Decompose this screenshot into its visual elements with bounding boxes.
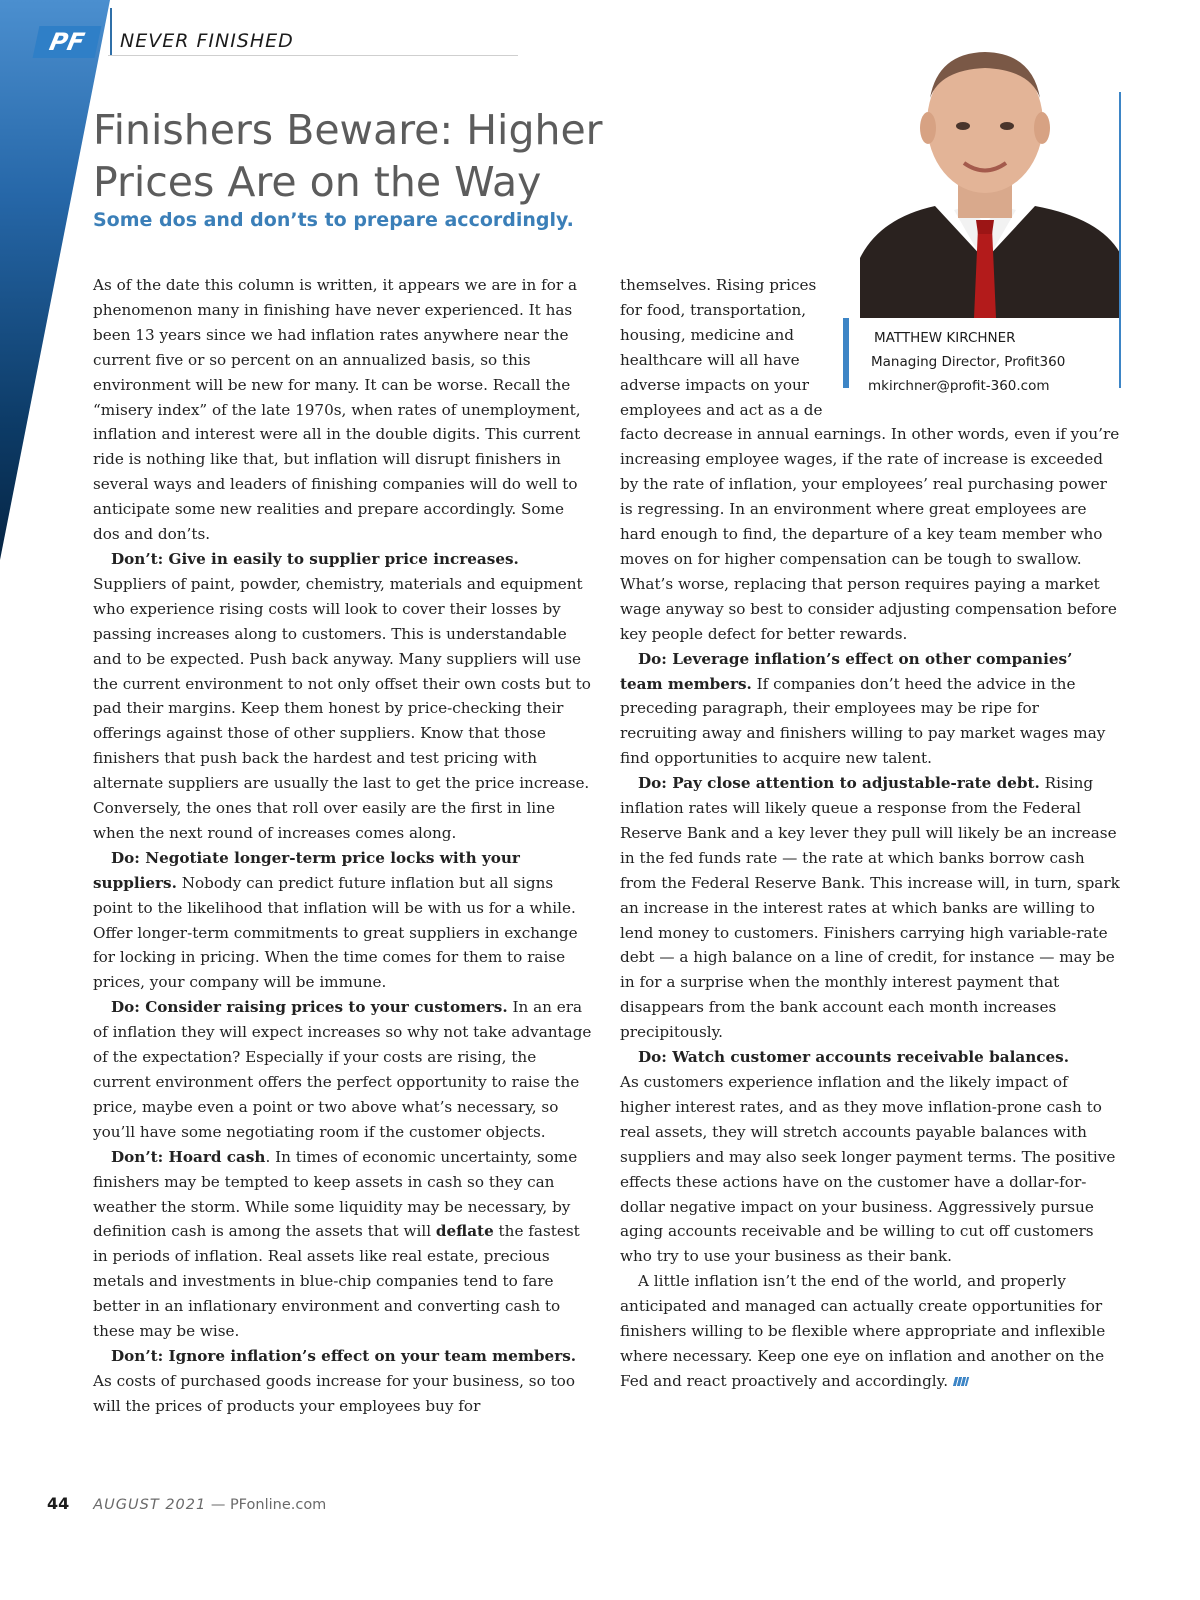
subhead-leverage-inflation: Do: Leverage inflation’s effect on other companies’ team members. — [620, 649, 1073, 693]
subhead-hoard-cash: Don’t: Hoard cash — [111, 1147, 266, 1166]
paragraph-price-locks — [93, 846, 593, 995]
article-subtitle: Some dos and don’ts to prepare accordingly. — [93, 209, 574, 231]
pf-logo-badge: PF — [33, 26, 102, 58]
paragraph-hoard-cash — [93, 1145, 593, 1344]
body-column-left — [93, 273, 593, 1419]
subhead-price-locks: Do: Negotiate longer-term price locks with your suppliers. — [93, 848, 520, 892]
subhead-supplier-prices — [93, 547, 593, 572]
subhead-receivables — [620, 1045, 1120, 1070]
paragraph-supplier-prices: Suppliers of paint, powder, chemistry, materials and equipment who experience rising costs will look to cover their losses by passing increases along to customers. This is understandable and to be expected. Push back anyway. Many suppliers will use the current environment to not only offset their own costs but to pad their margins. Keep them honest by price-checking their offerings against those of other suppliers. Know that those finishers that push back the hardest and test pricing with alternate suppliers are usually the last to get the price increase. Conversely, the ones that roll over easily are the first in line when the next round of increases comes along. — [93, 574, 591, 842]
body-column-right — [620, 273, 1120, 1394]
paragraph-intro: As of the date this column is written, it appears we are in for a phenomenon many in finishing have never experienced. It has been 13 years since we had inflation rates anywhere near the current five or so percent on an annualized basis, so this environment will be new for many. It can be worse. Recall the “misery index” of the late 1970s, when rates of unemployment, inflation and interest were all in the double digits. This current ride is nothing like that, but inflation will disrupt finishers in several ways and leaders of finishing companies will do well to anticipate some new realities and prepare accordingly. Some dos and don’ts. — [93, 276, 581, 544]
author-email[interactable]: mkirchner@profit-360.com — [868, 378, 1050, 394]
subhead-team-members — [93, 1344, 593, 1369]
subhead-raise-prices: Do: Consider raising prices to your customers. — [111, 998, 508, 1017]
page-footer — [47, 1494, 326, 1513]
subhead-adjustable-debt: Do: Pay close attention to adjustable-rate debt. — [638, 774, 1040, 793]
issue-date: AUGUST 2021 — [93, 1497, 207, 1513]
paragraph-text: If companies don’t heed the advice in the preceding paragraph, their employees may be ripe for recruiting away and finishers willing to pay market wages may find opportunities to acquire new talent. — [620, 674, 1106, 768]
paragraph-team-continued: facto decrease in annual earnings. In other words, even if you’re increasing employee wages, if the rate of increase is exceeded by the rate of inflation, your employees’ real purchasing power is regressing. In an environment where great employees are hard enough to find, the departure of a key team member who moves on for higher compensation can be tough to swallow. What’s worse, replacing that person requires paying a market wage anyway so best to consider adjusting compensation before key people defect for better rewards. — [620, 425, 1120, 643]
paragraph-leverage-inflation — [620, 647, 1120, 772]
paragraph-team-members: As costs of purchased goods increase for your business, so too will the prices of products your employees buy for — [93, 1371, 575, 1415]
section-label: NEVER FINISHED — [120, 30, 294, 52]
author-name: MATTHEW KIRCHNER — [874, 330, 1016, 346]
paragraph-conclusion — [620, 1269, 1120, 1394]
paragraph-raise-prices — [93, 995, 593, 1144]
paragraph-text: the fastest in periods of inflation. Real assets like real estate, precious metals and investments in blue-chip companies tend to fare better in an inflationary environment and converting cash to these may be wise. — [93, 1222, 580, 1341]
author-role: Managing Director, Profit360 — [871, 354, 1066, 370]
emphasis-deflate: deflate — [435, 1222, 494, 1241]
header-rule — [108, 55, 518, 56]
subhead-text: Don’t: Ignore inflation’s effect on your team members. — [111, 1346, 577, 1365]
subhead-text: Do: Watch customer accounts receivable balances. — [638, 1048, 1069, 1067]
page-number: 44 — [47, 1494, 70, 1513]
paragraph-text: Nobody can predict future inflation but all signs point to the likelihood that inflation will be with us for a while. Offer longer-term commitments to great suppliers in exchange for locking in pricing. When the time comes for them to raise prices, your company will be immune. — [93, 873, 578, 992]
paragraph-receivables: As customers experience inflation and the likely impact of higher interest rates, and as they move inflation-prone cash to real assets, they will stretch accounts payable balances with suppliers and may also seek longer payment terms. The positive effects these actions have on the customer have a dollar-for-dollar negative impact on your business. Aggressively pursue aging accounts receivable and be willing to cut off customers who try to use your business as their bank. — [620, 1073, 1116, 1266]
paragraph-adjustable-debt — [620, 771, 1120, 1045]
footer-separator: — — [206, 1497, 230, 1513]
section-divider — [110, 8, 112, 56]
end-of-article-icon — [953, 1377, 969, 1386]
paragraph-text: Rising inflation rates will likely queue a response from the Federal Reserve Bank and a key lever they pull will likely be an increase in the fed funds rate — the rate at which banks borrow cash from the Federal Reserve Bank. This increase will, in turn, spark an increase in the interest rates at which banks are willing to lend money to customers. Finishers carrying high variable-rate debt — a high balance on a line of credit, for instance — may be in for a surprise when the monthly interest payment that disappears from the bank account each month increases precipitously. — [620, 774, 1120, 1042]
article-title: Finishers Beware: Higher Prices Are on the Way — [93, 106, 603, 206]
paragraph-text: A little inflation isn’t the end of the world, and properly anticipated and managed can actually create opportunities for finishers willing to be flexible where appropriate and inflexible where necessary. Keep one eye on inflation and another on the Fed and react proactively and accordingly. — [620, 1272, 1106, 1390]
site-link[interactable]: PFonline.com — [229, 1497, 327, 1513]
paragraph-team-continued-narrow: themselves. Rising prices for food, transportation, housing, medicine and healthcare will all have adverse impacts on your employees and act as a de — [620, 276, 823, 419]
paragraph-text: . In times of economic uncertainty, some finishers may be tempted to keep assets in cash so they can weather the storm. While some liquidity may be necessary, by definition cash is among the assets that will — [93, 1147, 578, 1241]
subhead-text: Don’t: Give in easily to supplier price increases. — [111, 549, 519, 568]
paragraph-text: In an era of inflation they will expect increases so why not take advantage of the expectation? Especially if your costs are rising, the current environment offers the perfect opportunity to raise the price, maybe even a point or two above what’s necessary, so you’ll have some negotiating room if the customer objects. — [93, 998, 592, 1141]
